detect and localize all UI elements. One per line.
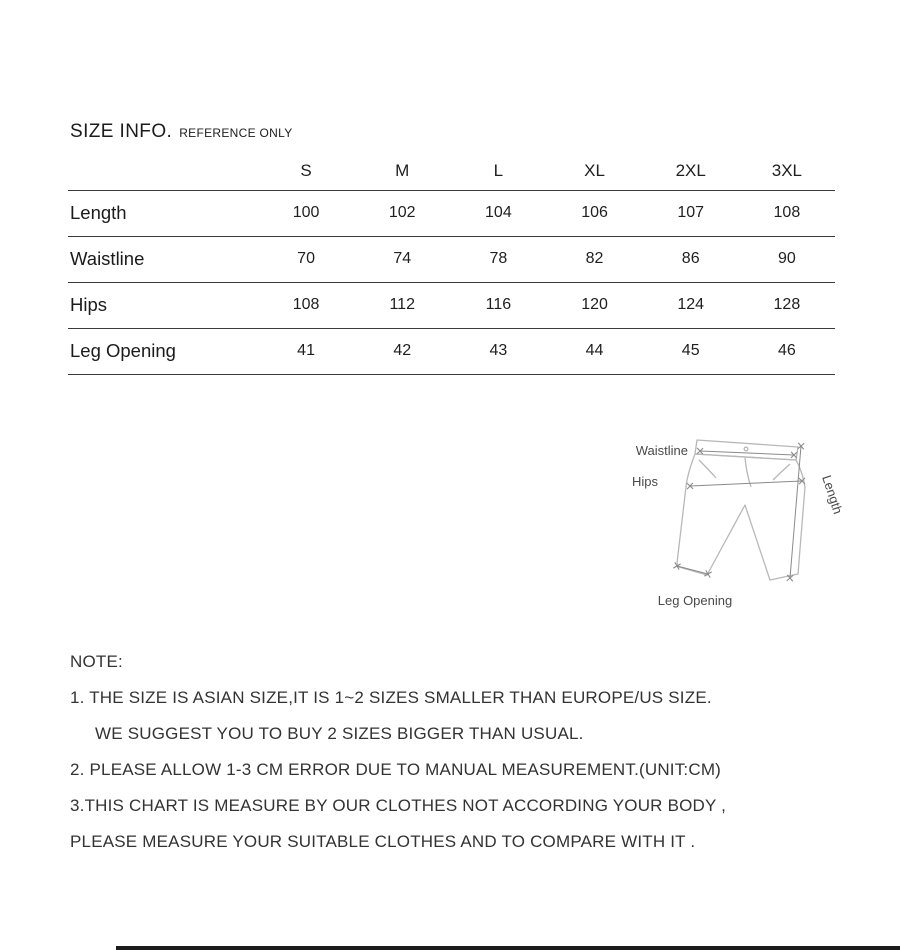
page-subtitle: REFERENCE ONLY bbox=[179, 126, 293, 140]
size-value-cell: 78 bbox=[450, 236, 546, 282]
pants-measurement-diagram bbox=[600, 425, 870, 620]
size-value-cell: 90 bbox=[739, 236, 835, 282]
diagram-label-length: Length bbox=[819, 473, 846, 516]
notes-section bbox=[70, 652, 860, 868]
size-column-header: M bbox=[354, 152, 450, 190]
size-value-cell: 74 bbox=[354, 236, 450, 282]
table-row-waistline bbox=[68, 236, 835, 282]
page-title: SIZE INFO. bbox=[70, 121, 173, 142]
size-table-corner-cell bbox=[68, 152, 258, 190]
size-column-header: 2XL bbox=[643, 152, 739, 190]
size-value-cell: 108 bbox=[258, 282, 354, 328]
size-value-cell: 82 bbox=[546, 236, 642, 282]
page-title-block bbox=[70, 121, 293, 143]
size-value-cell: 120 bbox=[546, 282, 642, 328]
diagram-label-leg-opening: Leg Opening bbox=[657, 593, 733, 608]
diagram-label-waistline: Waistline bbox=[635, 443, 688, 458]
size-value-cell: 44 bbox=[546, 328, 642, 374]
size-column-header: XL bbox=[546, 152, 642, 190]
table-row-length bbox=[68, 190, 835, 236]
size-value-cell: 124 bbox=[643, 282, 739, 328]
row-label: Waistline bbox=[68, 236, 258, 282]
notes-heading: NOTE: bbox=[70, 652, 123, 671]
next-image-top-edge bbox=[116, 946, 900, 950]
size-value-cell: 106 bbox=[546, 190, 642, 236]
size-value-cell: 102 bbox=[354, 190, 450, 236]
size-table-header-row bbox=[68, 152, 835, 190]
size-value-cell: 128 bbox=[739, 282, 835, 328]
size-value-cell: 108 bbox=[739, 190, 835, 236]
size-value-cell: 116 bbox=[450, 282, 546, 328]
note-line-3: 2. PLEASE ALLOW 1-3 CM ERROR DUE TO MANUAL MEASUREMENT.(UNIT:CM) bbox=[70, 760, 722, 779]
size-column-header: 3XL bbox=[739, 152, 835, 190]
row-label: Length bbox=[68, 190, 258, 236]
note-line-1: 1. THE SIZE IS ASIAN SIZE,IT IS 1~2 SIZES SMALLER THAN EUROPE/US SIZE. bbox=[70, 688, 712, 707]
table-row-leg-opening bbox=[68, 328, 835, 374]
size-value-cell: 70 bbox=[258, 236, 354, 282]
size-column-header: S bbox=[258, 152, 354, 190]
diagram-label-hips: Hips bbox=[631, 474, 658, 489]
size-value-cell: 43 bbox=[450, 328, 546, 374]
measurement-lines bbox=[677, 446, 802, 578]
note-line-4: 3.THIS CHART IS MEASURE BY OUR CLOTHES NOT ACCORDING YOUR BODY , bbox=[70, 796, 727, 815]
size-value-cell: 104 bbox=[450, 190, 546, 236]
size-value-cell: 86 bbox=[643, 236, 739, 282]
size-value-cell: 41 bbox=[258, 328, 354, 374]
table-row-hips bbox=[68, 282, 835, 328]
row-label: Hips bbox=[68, 282, 258, 328]
size-value-cell: 42 bbox=[354, 328, 450, 374]
size-value-cell: 100 bbox=[258, 190, 354, 236]
size-table bbox=[68, 152, 835, 375]
note-line-5: PLEASE MEASURE YOUR SUITABLE CLOTHES AND TO COMPARE WITH IT . bbox=[70, 832, 696, 851]
pants-outline-drawing bbox=[677, 440, 805, 580]
size-value-cell: 46 bbox=[739, 328, 835, 374]
size-value-cell: 112 bbox=[354, 282, 450, 328]
row-label: Leg Opening bbox=[68, 328, 258, 374]
size-column-header: L bbox=[450, 152, 546, 190]
note-line-2: WE SUGGEST YOU TO BUY 2 SIZES BIGGER THAN USUAL. bbox=[95, 724, 584, 743]
size-value-cell: 45 bbox=[643, 328, 739, 374]
size-value-cell: 107 bbox=[643, 190, 739, 236]
